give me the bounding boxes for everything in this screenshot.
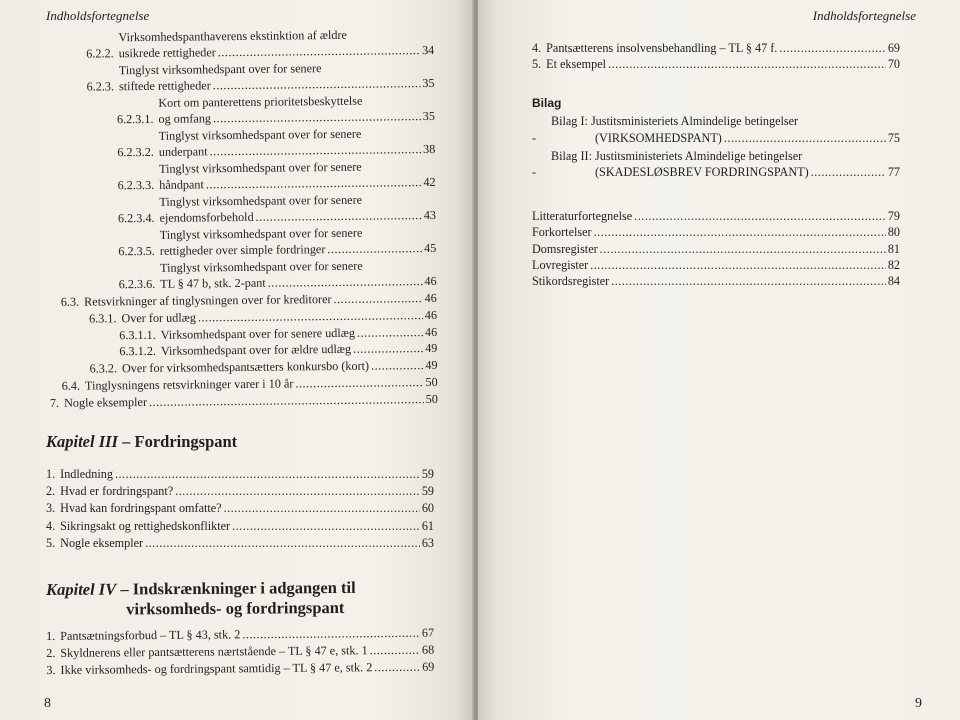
- dot-leader: [206, 174, 422, 192]
- toc-entry-number: 6.2.2.: [86, 46, 114, 61]
- toc-entry-title: Litteraturfortegnelse: [532, 209, 633, 224]
- dot-leader: [811, 164, 886, 180]
- dot-leader: [218, 42, 420, 60]
- toc-entry: [532, 56, 900, 72]
- bilag-heading: Bilag: [532, 96, 562, 111]
- toc-entry-title: Tinglysningens retsvirkninger varer i 10 år: [84, 376, 294, 393]
- toc-entry: [46, 59, 434, 95]
- toc-entry: [46, 483, 434, 499]
- dot-leader: [634, 208, 886, 224]
- toc-entry: [48, 224, 436, 260]
- toc-entry: [46, 500, 434, 516]
- toc-entry: [47, 92, 435, 128]
- toc-entry-number: 6.2.3.2.: [117, 145, 154, 160]
- toc-page-number: 79: [887, 209, 900, 224]
- toc-entry-number: -: [532, 130, 537, 145]
- chapter-4-heading: [46, 578, 356, 620]
- toc-entry-number: 5.: [532, 57, 542, 72]
- toc-entry: [532, 257, 900, 273]
- right-page-number: 9: [915, 696, 922, 711]
- toc-entry-number: 6.2.3.: [86, 79, 115, 94]
- toc-entry: [46, 26, 434, 62]
- toc-entry: [532, 208, 900, 224]
- dot-leader: [608, 56, 886, 72]
- toc-page-number: 59: [421, 467, 434, 481]
- toc-entry-title: Domsregister: [532, 241, 598, 256]
- chapter-4-toc-list: [46, 625, 434, 680]
- toc-entry-title: Over for virksomhedspantsætters konkursbo (kort): [121, 358, 370, 376]
- toc-entry-title-continued: (SKADESLØSBREV FORDRINGSPANT): [595, 165, 809, 180]
- chapter-4-title: – Indskrænkninger i adgangen til: [116, 577, 356, 599]
- dot-leader: [333, 290, 422, 307]
- toc-entry-title: Over for udlæg: [121, 310, 196, 326]
- bilag-toc-list: [532, 113, 900, 180]
- toc-entry-title: Lovregister: [532, 257, 589, 272]
- dot-leader: [357, 324, 423, 341]
- dot-leader: [198, 307, 423, 326]
- toc-page-number: 77: [887, 165, 900, 180]
- toc-entry: [532, 273, 900, 289]
- toc-entry-number: 6.2.3.5.: [118, 244, 155, 259]
- toc-page-number: 67: [421, 625, 435, 640]
- toc-entry-title: Sikringsakt og rettighedskonflikter: [60, 518, 231, 533]
- toc-entry-title: Bilag I: Justitsministeriets Almindelige betingelser: [551, 114, 799, 129]
- toc-page-number: 61: [421, 518, 434, 533]
- toc-entry-title: Tinglyst virksomhedspant over for senere: [118, 61, 322, 78]
- toc-page-number: 42: [423, 175, 436, 190]
- toc-entry: [46, 659, 434, 679]
- toc-entry: [48, 257, 436, 293]
- right-toc: [532, 40, 900, 289]
- toc-entry-title: Pantsætterens insolvensbehandling – TL § 47 f.: [546, 41, 778, 55]
- toc-entry-number: 6.2.3.4.: [117, 211, 155, 226]
- toc-page-number: 49: [425, 341, 438, 356]
- dot-leader: [242, 625, 420, 643]
- toc-entry-title: Tinglyst virksomhedspant over for senere: [159, 225, 363, 242]
- toc-page-number: 84: [887, 274, 900, 289]
- toc-page-number: 46: [424, 324, 438, 339]
- toc-entry-title: Bilag II: Justitsministeriets Almindelige betingelser: [551, 148, 803, 163]
- toc-page-number: 68: [421, 642, 435, 657]
- toc-page-number: 49: [425, 358, 438, 373]
- chapter-3-title: – Fordringspant: [117, 432, 238, 451]
- dot-leader: [213, 75, 421, 93]
- dot-leader: [268, 273, 423, 291]
- toc-entry: [47, 158, 435, 194]
- toc-page-number: 69: [422, 660, 435, 675]
- dot-leader: [370, 642, 420, 659]
- chapter-3-heading: [46, 432, 237, 452]
- dot-leader: [295, 374, 423, 392]
- toc-entry: [532, 148, 900, 180]
- right-toc-list: [532, 40, 900, 72]
- toc-entry-title-continued: og omfang: [158, 111, 212, 127]
- toc-page-number: 80: [887, 225, 900, 240]
- dot-leader: [115, 466, 420, 482]
- toc-entry: [50, 391, 438, 411]
- toc-entry-number: 3.: [46, 501, 56, 516]
- dot-leader: [224, 500, 420, 516]
- register-toc-list: [532, 208, 900, 289]
- toc-page-number: 46: [424, 307, 438, 322]
- toc-entry-title-continued: håndpant: [159, 177, 204, 193]
- left-page: [0, 0, 474, 720]
- toc-entry: [46, 625, 434, 645]
- dot-leader: [590, 257, 886, 273]
- toc-entry-number: 1.: [46, 628, 56, 643]
- dot-leader: [232, 518, 420, 534]
- toc-entry-title: Stikordsregister: [532, 274, 610, 289]
- toc-page-number: 50: [425, 374, 438, 390]
- toc-entry: [46, 642, 434, 662]
- toc-entry-title: Tinglyst virksomhedspant over for senere: [159, 258, 363, 275]
- toc-entry-number: 6.3.2.: [89, 361, 118, 376]
- toc-entry: [532, 241, 900, 257]
- dot-leader: [175, 483, 420, 499]
- toc-entry-title-continued: ejendomsforbehold: [159, 210, 254, 226]
- toc-entry-number: 6.2.3.6.: [118, 277, 156, 292]
- dot-leader: [353, 340, 423, 357]
- toc-entry-title-continued: TL § 47 b, stk. 2-pant: [160, 275, 266, 292]
- toc-entry-title: Kort om panterettens prioritetsbeskyttelse: [158, 93, 363, 110]
- toc-entry-title-continued: (VIRKSOMHEDSPANT): [595, 130, 722, 145]
- toc-entry-title: Indledning: [60, 467, 113, 481]
- toc-entry: [532, 224, 900, 240]
- toc-page-number: 35: [422, 76, 435, 91]
- dot-leader: [371, 357, 423, 374]
- dot-leader: [374, 659, 420, 676]
- toc-entry: [46, 466, 434, 482]
- toc-page-number: 45: [424, 241, 437, 256]
- toc-entry: [46, 518, 434, 534]
- toc-page-number: 46: [424, 290, 437, 306]
- toc-entry-title: Et eksempel: [546, 57, 607, 72]
- toc-entry-title: Hvad er fordringspant?: [60, 484, 174, 499]
- left-page-number: 8: [44, 696, 51, 711]
- toc-page-number: 46: [424, 274, 437, 289]
- dot-leader: [149, 391, 424, 410]
- toc-entry-number: 2.: [46, 484, 56, 499]
- toc-page-number: 50: [425, 391, 438, 406]
- toc-entry: [48, 191, 436, 227]
- toc-entry-title: Retsvirkninger af tinglysningen over for kreditorer: [84, 292, 332, 309]
- toc-entry-title-continued: underpant: [158, 144, 208, 160]
- toc-entry-title: Forkortelser: [532, 225, 592, 240]
- toc-entry-number: 6.3.: [60, 294, 80, 309]
- toc-entry-number: 4.: [46, 518, 56, 533]
- toc-entry-number: 4.: [532, 41, 542, 55]
- toc-entry-title: Nogle eksempler: [63, 394, 148, 410]
- dot-leader: [594, 224, 886, 240]
- toc-page-number: 82: [887, 257, 900, 272]
- dot-leader: [145, 535, 420, 551]
- toc-entry-title: Virksomhedspant over for senere udlæg: [160, 325, 356, 342]
- dot-leader: [600, 241, 886, 257]
- toc-entry-number: 6.3.1.2.: [119, 344, 157, 359]
- toc-entry-number: 6.3.1.1.: [119, 327, 156, 342]
- toc-entry-number: 2.: [46, 646, 56, 661]
- toc-entry-number: 6.4.: [61, 378, 81, 393]
- toc-entry-title: Tinglyst virksomhedspant over for senere: [159, 192, 363, 209]
- dot-leader: [779, 40, 885, 56]
- left-running-head: Indholdsfortegnelse: [46, 8, 150, 23]
- toc-entry-number: 7.: [49, 395, 60, 410]
- dot-leader: [213, 108, 421, 126]
- toc-page-number: 43: [423, 208, 437, 223]
- toc-page-number: 35: [422, 109, 435, 124]
- toc-entry: [532, 40, 900, 56]
- toc-entry: [47, 125, 435, 161]
- toc-entry-number: 5.: [46, 535, 56, 550]
- toc-entry-title: Virksomhedspant over for ældre udlæg: [160, 342, 352, 359]
- left-toc-list: [46, 26, 438, 412]
- toc-entry-title: Tinglyst virksomhedspant over for senere: [158, 159, 362, 176]
- chapter-4-number: Kapitel IV: [46, 579, 117, 599]
- toc-entry-number: 1.: [46, 467, 56, 481]
- dot-leader: [209, 141, 421, 159]
- dot-leader: [256, 207, 422, 225]
- toc-page-number: 81: [887, 241, 900, 256]
- dot-leader: [327, 240, 422, 257]
- toc-page-number: 63: [421, 535, 434, 550]
- toc-page-number: 38: [423, 142, 436, 157]
- toc-entry: [532, 113, 900, 145]
- toc-page-number: 69: [887, 41, 900, 55]
- toc-entry-title: Virksomhedspanthaverens ekstinktion af ældre: [118, 27, 347, 45]
- toc-entry-number: 6.2.3.1.: [116, 112, 154, 127]
- chapter-3-number: Kapitel III: [46, 432, 118, 451]
- toc-page-number: 34: [421, 43, 435, 58]
- toc-entry-title: Ikke virksomheds- og fordringspant samtidig – TL § 47 e, stk. 2: [60, 660, 373, 678]
- toc-entry-title: Nogle eksempler: [60, 535, 144, 550]
- toc-entry-title: Pantsætningsforbud – TL § 43, stk. 2: [60, 627, 241, 643]
- toc-entry-title-continued: stiftede rettigheder: [118, 78, 211, 94]
- toc-entry: [46, 535, 434, 551]
- toc-entry-title: Skyldnerens eller pantsætterens nærtstående – TL § 47 e, stk. 1: [60, 643, 368, 661]
- toc-entry-number: -: [532, 165, 537, 180]
- right-running-head: Indholdsfortegnelse: [812, 8, 916, 23]
- toc-page-number: 60: [421, 501, 434, 516]
- chapter-4-title-line-2: virksomheds- og fordringspant: [126, 597, 345, 619]
- toc-entry-title-continued: usikrede rettigheder: [118, 45, 216, 61]
- toc-entry-title: Tinglyst virksomhedspant over for senere: [158, 126, 362, 143]
- toc-entry-number: 6.3.1.: [88, 311, 117, 326]
- chapter-3-toc-list: [46, 466, 434, 552]
- toc-entry-number: 6.2.3.3.: [117, 178, 155, 193]
- toc-page-number: 70: [887, 57, 900, 72]
- toc-entry-number: 3.: [46, 663, 56, 678]
- dot-leader: [724, 130, 886, 146]
- toc-page-number: 75: [887, 130, 900, 145]
- dot-leader: [611, 273, 886, 289]
- toc-entry-title: Hvad kan fordringspant omfatte?: [60, 501, 222, 516]
- right-page: [478, 0, 960, 720]
- toc-page-number: 59: [421, 484, 434, 499]
- toc-entry-title-continued: rettigheder over simple fordringer: [159, 242, 326, 259]
